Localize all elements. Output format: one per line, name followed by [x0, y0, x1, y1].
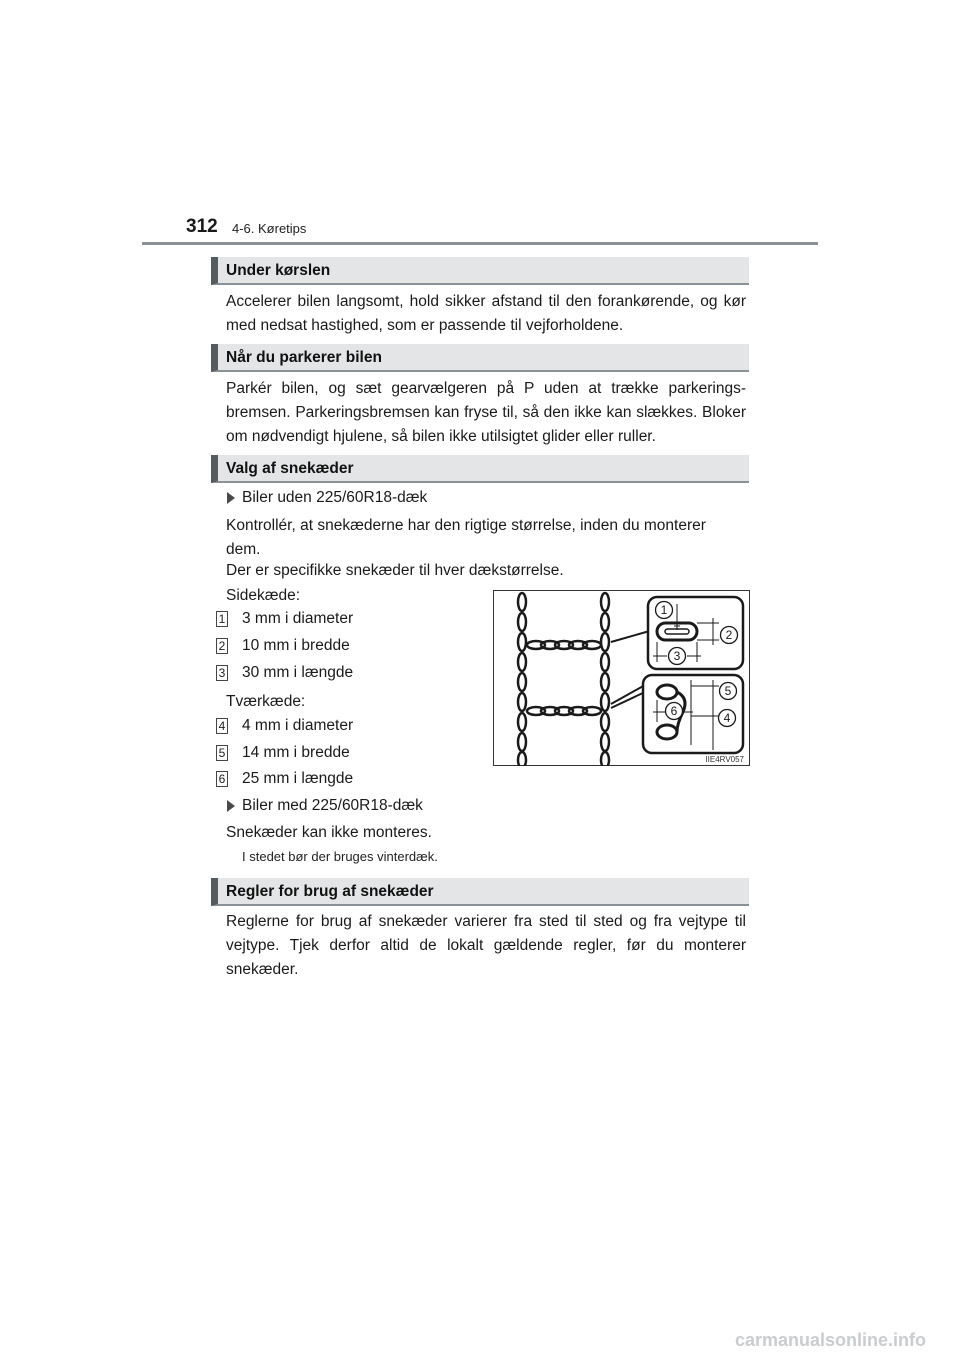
- side-item-text: 10 mm i bredde: [242, 637, 350, 654]
- side-item-text: 3 mm i diameter: [242, 610, 354, 627]
- bullet-arrow-icon: [227, 492, 235, 504]
- side-chain-label: Sidekæde:: [226, 587, 301, 604]
- page-number: 312: [186, 216, 218, 237]
- item-number: 5: [216, 745, 228, 761]
- item-number: 3: [216, 665, 228, 681]
- case1-text-line1: Kontrollér, at snekæderne har den rigtige størrelse, inden du monterer: [226, 517, 706, 534]
- item-number: 4: [216, 718, 228, 734]
- parking-paragraph: Parkér bilen, og sæt gearvælgeren på P uden at trække parkerings-bremsen. Parkeringsbremsen kan fryse til, så den ikke kan slækkes. Bloker om nødvendigt hjulene, så bilen ikke utilsigtet glider eller ruller.: [226, 380, 746, 445]
- cross-item-text: 25 mm i længde: [242, 770, 354, 787]
- callout-3: 3: [673, 649, 681, 663]
- item-number: 1: [216, 611, 228, 627]
- callout-5: 5: [724, 684, 732, 698]
- section-heading-parking: Når du parkerer bilen: [211, 344, 749, 372]
- case2-text: Snekæder kan ikke monteres.: [226, 824, 432, 841]
- callout-1: 1: [660, 603, 668, 617]
- section-heading-driving: Under kørslen: [211, 257, 749, 285]
- driving-paragraph: Accelerer bilen langsomt, hold sikker afstand til den forankørende, og kør med nedsat hastighed, som er passende til vejforholdene.: [226, 293, 746, 334]
- header-divider: [142, 242, 818, 245]
- item-number: 6: [216, 771, 228, 787]
- rules-paragraph: Reglerne for brug af snekæder varierer fra sted til sted og fra vejtype til vejtype. Tjek derfor altid de lokalt gældende regler, før du monterer snekæder.: [226, 913, 746, 978]
- case2-heading: Biler med 225/60R18-dæk: [242, 797, 423, 814]
- case1-heading: Biler uden 225/60R18-dæk: [242, 489, 428, 506]
- section-heading-chains: Valg af snekæder: [211, 455, 749, 483]
- figure-code: IIE4RV057: [705, 755, 744, 764]
- case2-note: I stedet bør der bruges vinterdæk.: [242, 849, 438, 864]
- callout-2: 2: [725, 628, 733, 642]
- chapter-title: 4-6. Køretips: [232, 221, 307, 236]
- cross-chain-label: Tværkæde:: [226, 693, 306, 710]
- callout-4: 4: [723, 711, 731, 725]
- case1-text-line3: Der er specifikke snekæder til hver dækstørrelse.: [226, 562, 564, 579]
- bullet-arrow-icon: [227, 800, 235, 812]
- case1-text-line2: dem.: [226, 541, 261, 558]
- cross-item-text: 4 mm i diameter: [242, 717, 354, 734]
- chain-illustration: [493, 590, 750, 766]
- side-item-text: 30 mm i længde: [242, 664, 354, 681]
- snow-chain-figure: [493, 590, 750, 766]
- section-heading-rules: Regler for brug af snekæder: [211, 878, 749, 906]
- item-number: 2: [216, 638, 228, 654]
- cross-item-text: 14 mm i bredde: [242, 744, 350, 761]
- callout-6: 6: [670, 704, 678, 718]
- watermark: carmanualsonline.info: [735, 1330, 927, 1350]
